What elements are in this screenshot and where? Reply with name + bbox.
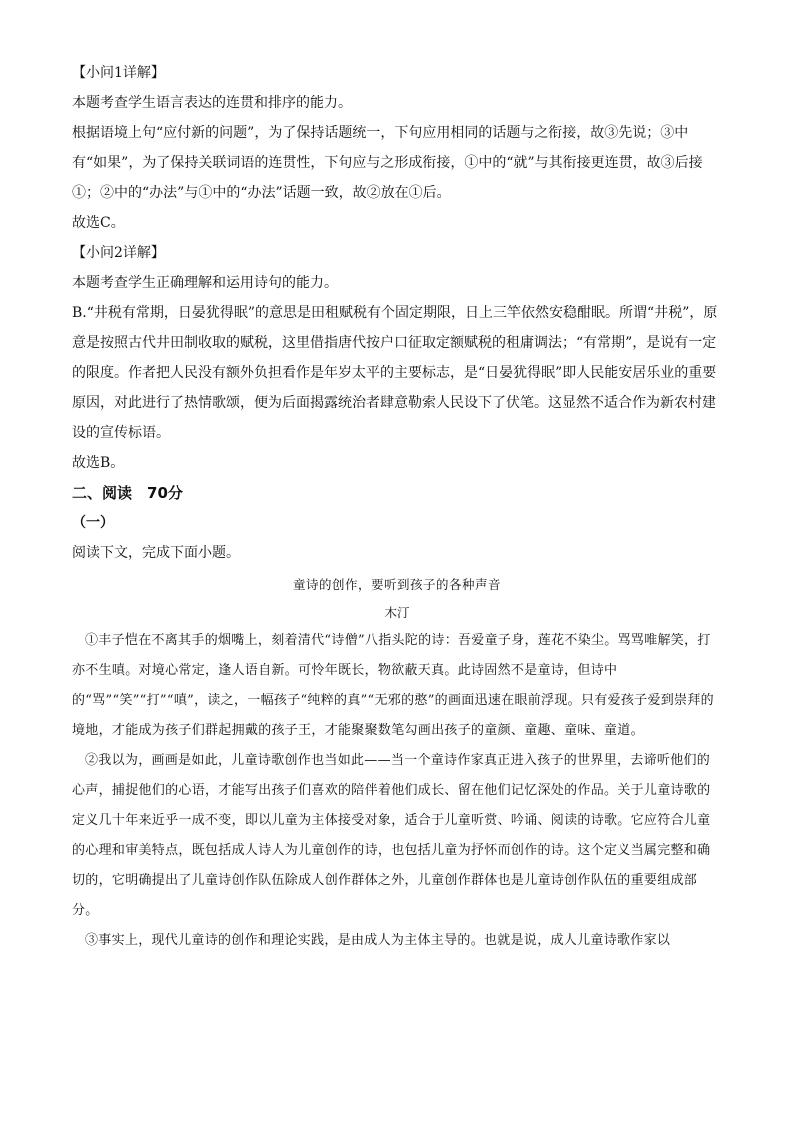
q2-explanation: B.“井税有常期，日晏犹得眠”的意思是田租赋税有个固定期限，日上三竿依然安稳酣眠。所谓“井税”，原意是按照古代井田制收取的赋税，这里借指唐代按户口征取定额赋税的租庸调法；“有常期”，是说有一定的限度。作者把人民没有额外负担看作是年岁太平的主要标志，是“日晏犹得眠”即人民能安居乐业的重要原因，对此进行了热情歌颂，便为后面揭露统治者肆意勒索人民设下了伏笔。这显然不适合作为新农村建设的宣传标语。 <box>72 305 718 441</box>
essay-paragraph-2: ②我以为，画画是如此，儿童诗歌创作也当如此——当一个童诗作家真正进入孩子的世界里，去谛听他们的心声，捕捉他们的心语，才能写出孩子们喜欢的陪伴着他们成长、留在他们记忆深处的作品。关于儿童诗歌的定义几十年来近乎一成不变，即以儿童为主体接受对象，适合于儿童听赏、吟诵、阅读的诗歌。它应符合儿童的心理和审美特点，既包括成人诗人为儿童创作的诗，也包括儿童为抒怀而创作的诗。这个定义当属完整和确切的，它明确提出了儿童诗创作队伍除成人创作群体之外，儿童创作群体也是儿童诗创作队伍的重要组成部分。 <box>72 753 711 918</box>
essay-paragraph-1: ①丰子恺在不离其手的烟嘴上，刻着清代“诗僧”八指头陀的诗：吾爱童子身，莲花不染尘。骂骂唯解笑，打亦不生嗔。对境心常定，逢人语自新。可怜年既长，物欲蔽天真。此诗固然不是童诗，但诗中的“骂”“笑”“打”“嗔”，读之，一幅孩子“纯粹的真”“无邪的憨”的画面迅速在眼前浮现。只有爱孩子爱到崇拜的境地，才能成为孩子们群起拥戴的孩子王，才能聚聚数笔勾画出孩子的童颜、童趣、童味、童道。 <box>72 633 714 738</box>
q2-tag: 【小问2详解】 <box>72 245 165 261</box>
q1-answer: 故选C。 <box>72 215 125 231</box>
section-heading: 二、阅读 70分 <box>72 484 183 502</box>
q1-explanation: 根据语境上句“应付新的问题”，为了保持话题统一，下句应用相同的话题与之衔接，故③先说；③中有“如果”，为了保持关联词语的连贯性，下句应与之形成衔接，①中的“就”与其衔接更连贯，故③后接①；②中的“办法”与①中的“办法”话题一致，故②放在①后。 <box>72 125 703 201</box>
q1-tag: 【小问1详解】 <box>72 65 165 81</box>
section-subheading: （一） <box>72 515 114 531</box>
essay-title: 童诗的创作，要听到孩子的各种声音 <box>292 577 501 592</box>
section-instruction: 阅读下文，完成下面小题。 <box>72 545 240 561</box>
essay-author: 木汀 <box>384 605 410 620</box>
q1-intro: 本题考查学生语言表达的连贯和排序的能力。 <box>72 95 352 111</box>
q2-answer: 故选B。 <box>72 455 125 471</box>
q2-intro: 本题考查学生正确理解和运用诗句的能力。 <box>72 275 338 291</box>
document-page <box>72 58 722 956</box>
essay-paragraph-3: ③事实上，现代儿童诗的创作和理论实践，是由成人为主体主导的。也就是说，成人儿童诗歌作家以 <box>85 933 671 948</box>
